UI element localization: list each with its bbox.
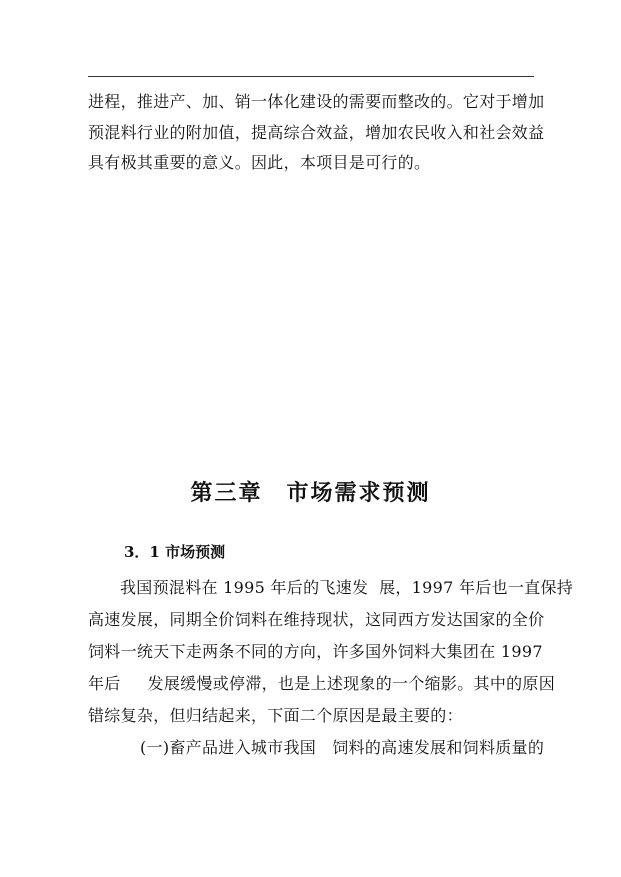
intro-line-2: 预混料行业的附加值，提高综合效益，增加农民收入和社会效益 xyxy=(88,123,545,142)
intro-line-1: 进程，推进产、加、销一体化建设的需要而整改的。它对于增加 xyxy=(88,92,545,111)
body-line-2: 高速发展，同期全价饲料在维持现状，这同西方发达国家的全价 xyxy=(88,610,545,629)
body-line-4: 年后 发展缓慢或停滞，也是上述现象的一个缩影。其中的原因 xyxy=(88,674,556,693)
intro-line-3: 具有极其重要的意义。因此，本项目是可行的。 xyxy=(88,153,431,172)
header-rule xyxy=(88,76,534,77)
section-heading: 3．1 市场预测 xyxy=(124,543,226,561)
body-line-3: 饲料一统天下走两条不同的方向，许多国外饲料大集团在 1997 xyxy=(88,642,543,661)
body-line-5: 错综复杂，但归结起来，下面二个原因是最主要的： xyxy=(88,706,463,725)
body-line-1: 我国预混料在 1995 年后的飞速发 展，1997 年后也一直保持 xyxy=(120,578,574,597)
body-line-6: (一)畜产品进入城市我国 饲料的高速发展和饲料质量的 xyxy=(140,738,545,757)
chapter-title: 第三章 市场需求预测 xyxy=(190,480,431,506)
